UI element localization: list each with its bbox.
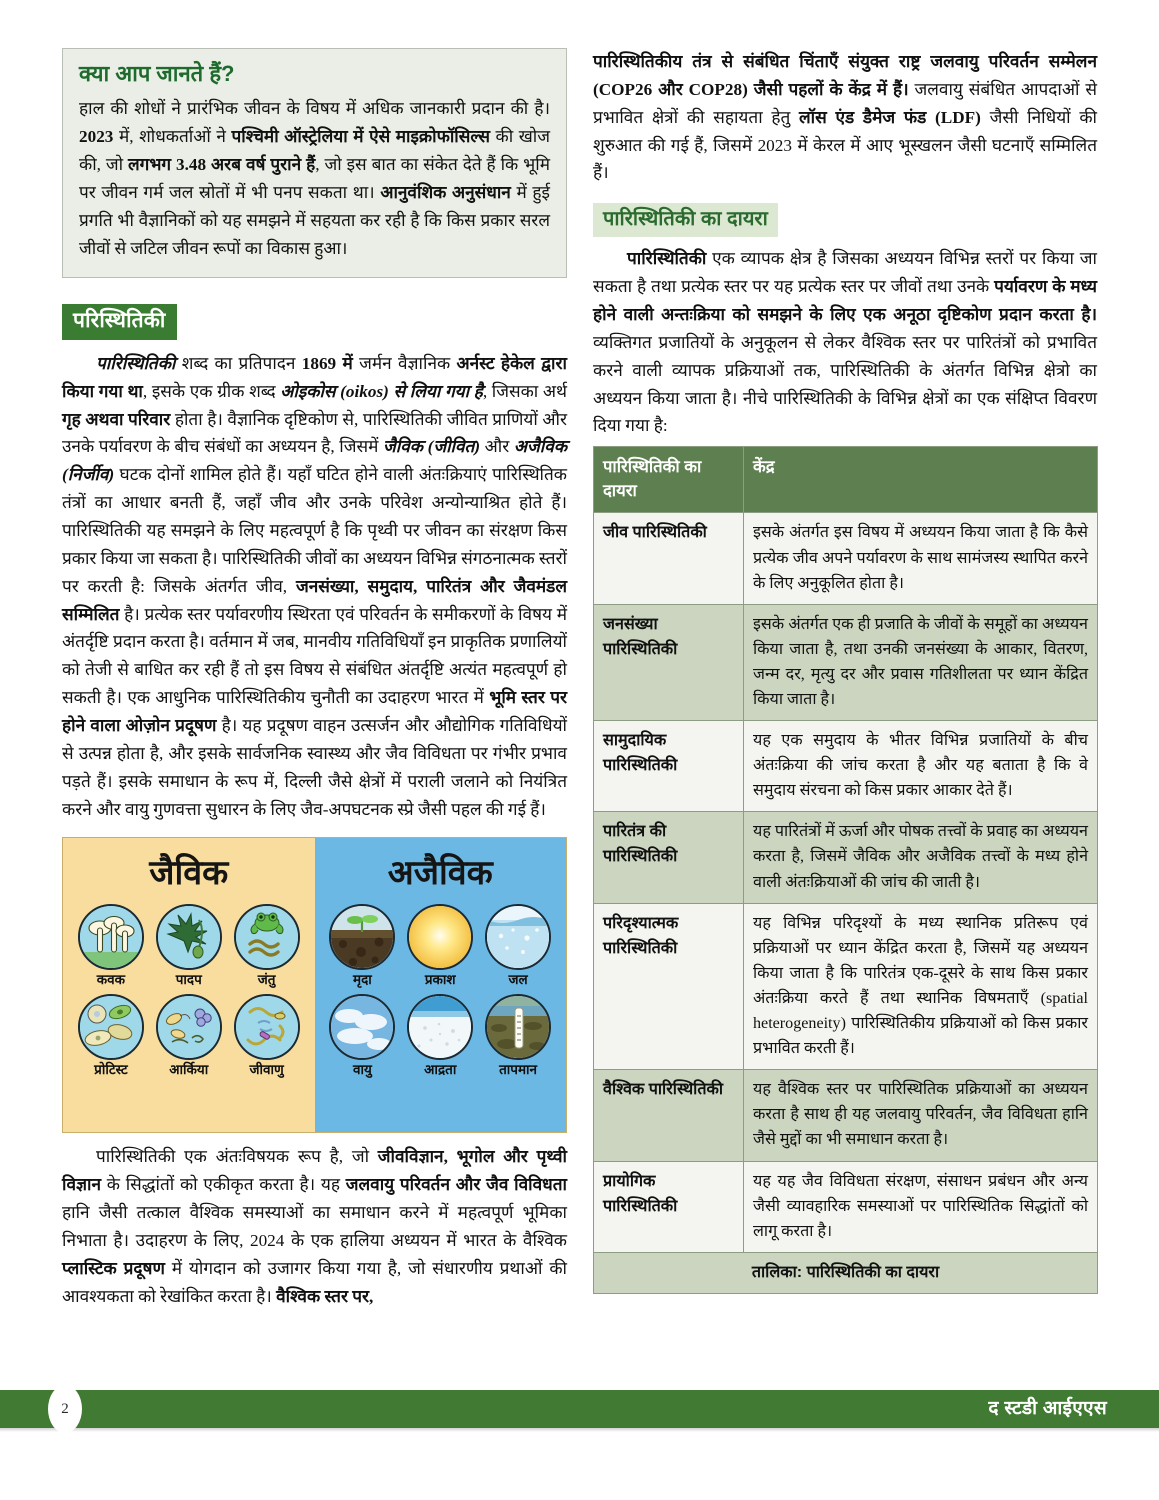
biotic-label-bacteria: जीवाणु [249, 1062, 284, 1078]
biotic-item-protist [73, 994, 149, 1078]
infographic-abiotic-half [315, 838, 567, 1132]
abiotic-item-humidity [402, 994, 478, 1078]
scope-desc: यह यह जैव विविधता संरक्षण, संसाधन प्रबंधन और अन्य जैसी व्यावहारिक समस्याओं पर पारिस्थितिक सिद्धांतों को लागू करता है। [744, 1161, 1098, 1252]
table-caption-row [594, 1252, 1098, 1293]
biotic-item-bacteria [229, 994, 305, 1078]
bacteria-icon [234, 994, 300, 1060]
table-row [594, 903, 1098, 1070]
scope-desc: यह पारितंत्रों में ऊर्जा और पोषक तत्त्वों के प्रवाह का अध्ययन करता है, जिसमें जैविक और अजैविक तत्त्वों के मध्य होने वाली अंतःक्रियाओं की जांच की जाती है। [744, 812, 1098, 903]
scope-desc: यह एक समुदाय के भीतर विभिन्न प्रजातियों के बीच अंतःक्रिया की जांच करता है और यह बताता है कि वे समुदाय संरचना को किस प्रकार आकार देते हैं। [744, 721, 1098, 812]
scope-desc: यह विभिन्न परिदृश्यों के मध्य स्थानिक प्रतिरूप एवं प्रक्रियाओं पर ध्यान केंद्रित करता है, जिसमें यह अध्ययन किया जाता है कि पारितंत्र एक-दूसरे के साथ किस प्रकार अंतःक्रिया करते हैं तथा स्थानिक विषमताएँ (spatial heterogeneity) पारिस्थितिकीय प्रक्रियाओं को किस प्रकार प्रभावित करती हैं। [744, 903, 1098, 1070]
scope-name: जनसंख्या पारिस्थितिकी [594, 604, 744, 720]
table-header-row [594, 447, 1098, 513]
biotic-label-animal: जंतु [257, 972, 276, 988]
table-row [594, 721, 1098, 812]
abiotic-label-soil: मृदा [353, 972, 372, 988]
soil-seedling-icon [329, 904, 395, 970]
thermometer-icon [485, 994, 551, 1060]
scope-desc: यह वैश्विक स्तर पर पारिस्थितिक प्रक्रियाओं का अध्ययन करता है साथ ही यह जलवायु परिवर्तन, जैव विविधता हानि जैसे मुद्दों का भी समाधान करता है। [744, 1070, 1098, 1161]
infographic-biotic-half [63, 838, 315, 1132]
table-header-focus: केंद्र [744, 447, 1098, 513]
scope-name: प्रायोगिक पारिस्थितिकी [594, 1161, 744, 1252]
page-number-badge: 2 [48, 1385, 82, 1433]
biotic-item-animal [229, 904, 305, 988]
humidity-icon [407, 994, 473, 1060]
abiotic-label-humidity: आद्रता [424, 1062, 457, 1078]
table-row [594, 1161, 1098, 1252]
did-you-know-body: हाल की शोधों ने प्रारंभिक जीवन के विषय में अधिक जानकारी प्रदान की है। 2023 में, शोधकर्ताओं ने पश्चिमी ऑस्ट्रेलिया में ऐसे माइक्रोफॉसिल्स की खोज की, जो लगभग 3.48 अरब वर्ष पुराने हैं, जो इस बात का संकेत देते हैं कि भूमि पर जीवन गर्म जल स्रोतों में भी पनप सकता था। आनुवंशिक अनुसंधान में हुई प्रगति भी वैज्ञानिकों को यह समझने में सहयता कर रही है कि किस प्रकार सरल जीवों से जटिल जीवन रूपों का विकास हुआ। [79, 99, 551, 258]
biotic-label-protist: प्रोटिस्ट [94, 1062, 128, 1078]
biotic-item-plant [151, 904, 227, 988]
scope-name: परिदृश्यात्मक पारिस्थितिकी [594, 903, 744, 1070]
biotic-label-plant: पादप [175, 972, 202, 988]
abiotic-label-water: जल [508, 972, 528, 988]
abiotic-icon-grid [315, 904, 567, 1078]
plant-leaf-icon [156, 904, 222, 970]
abiotic-label-temperature: तापमान [499, 1062, 538, 1078]
two-column-layout [62, 48, 1097, 1313]
frog-worm-icon [234, 904, 300, 970]
biotic-item-archaea [151, 994, 227, 1078]
did-you-know-title: क्या आप जानते हैं? [79, 61, 235, 86]
abiotic-item-air [325, 994, 401, 1078]
clouds-air-icon [329, 994, 395, 1060]
mushroom-icon [78, 904, 144, 970]
infographic-biotic-title: जैविक [149, 854, 229, 893]
abiotic-item-soil [325, 904, 401, 988]
biotic-item-fungi [73, 904, 149, 988]
footer-brand: द स्टडी आईएएस [988, 1398, 1107, 1419]
biotic-label-archaea: आर्किया [169, 1062, 209, 1078]
footer-band [0, 1390, 1159, 1428]
protist-icon [78, 994, 144, 1060]
scope-of-ecology-table [593, 446, 1098, 1294]
table-body [594, 513, 1098, 1293]
sun-icon [407, 904, 473, 970]
scope-desc: इसके अंतर्गत इस विषय में अध्ययन किया जाता है कि कैसे प्रत्येक जीव अपने पर्यावरण के साथ सामंजस्य स्थापित करने के लिए अनुकूलित होता है। [744, 513, 1098, 604]
left-column [62, 48, 567, 1313]
paragraph-scope-intro: पारिस्थितिकी एक व्यापक क्षेत्र है जिसका अध्ययन विभिन्न स्तरों पर किया जा सकता है तथा प्रत्येक स्तर पर यह प्रत्येक स्तर पर जीवों तथा उनके पर्यावरण के मध्य होने वाली अन्तःक्रिया को समझने के लिए एक अनूठा दृष्टिकोण प्रदान करता है। व्यक्तिगत प्रजातियों के अनुकूलन से लेकर वैश्विक स्तर पर पारितंत्रों को प्रभावित करने वाली व्यापक प्रक्रियाओं तक, पारिस्थितिकी के अंतर्गत विभिन्न क्षेत्रो का अध्ययन किया जाता है। नीचे पारिस्थितिकी के विभिन्न क्षेत्रों का एक संक्षिप्त विवरण दिया गया है: [593, 249, 1097, 436]
table-caption: तालिका: पारिस्थितिकी का दायरा [594, 1252, 1098, 1293]
biotic-abiotic-infographic [62, 837, 567, 1133]
abiotic-label-light: प्रकाश [424, 972, 456, 988]
table-row [594, 1070, 1098, 1161]
scope-name: सामुदायिक पारिस्थितिकी [594, 721, 744, 812]
scope-name: पारितंत्र की पारिस्थितिकी [594, 812, 744, 903]
paragraph-ecology-definition: पारिस्थितिकी शब्द का प्रतिपादन 1869 में जर्मन वैज्ञानिक अर्नस्ट हेकेल द्वारा किया गया था, इसके एक ग्रीक शब्द ओइकोस (oikos) से लिया गया है, जिसका अर्थ गृह अथवा परिवार होता है। वैज्ञानिक दृष्टिकोण से, पारिस्थितिकी जीवित प्राणियों और उनके पर्यावरण के बीच संबंधों का अध्ययन है, जिसमें जैविक (जीवित) और अजैविक (निर्जीव) घटक दोनों शामिल होते हैं। यहाँ घटित होने वाली अंतःक्रियाएं पारिस्थितिक तंत्रों का आधार बनती हैं, जहाँ जीव और उनके परिवेश अन्योन्याश्रित होते हैं। पारिस्थितिकी यह समझने के लिए महत्वपूर्ण है कि पृथ्वी पर जीवन का संरक्षण किस प्रकार किया जा सकता है। पारिस्थितिकी जीवों का अध्ययन विभिन्न संगठनात्मक स्तरों पर करती है: जिसके अंतर्गत जीव, जनसंख्या, समुदाय, पारितंत्र और जैवमंडल सम्मिलित है। प्रत्येक स्तर पर्यावरणीय स्थिरता एवं परिवर्तन के समीकरणों के विषय में अंतर्दृष्टि प्रदान करता है। वर्तमान में जब, मानवीय गतिविधियाँ इन प्राकृतिक प्रणालियों को तेजी से बाधित कर रही हैं तो इस विषय से संबंधित अंतर्दृष्टि अत्यंत महत्वपूर्ण हो सकती है। एक आधुनिक पारिस्थितिकीय चुनौती का उदाहरण भारत में भूमि स्तर पर होने वाला ओज़ोन प्रदूषण है। यह प्रदूषण वाहन उत्सर्जन और औद्योगिक गतिविधियों से उत्पन्न होता है, और इसके सार्वजनिक स्वास्थ्य और जैव विविधता पर गंभीर प्रभाव पड़ते हैं। इसके समाधान के रूप में, दिल्ली जैसे क्षेत्रों में पराली जलाने को नियंत्रित करने और वायु गुणवत्ता सुधारन के लिए जैव-अपघटनक स्प्रे जैसी पहल की गई हैं। [62, 353, 568, 819]
archaea-icon [156, 994, 222, 1060]
right-column [593, 48, 1097, 1294]
table-row [594, 812, 1098, 903]
did-you-know-box [62, 48, 567, 278]
infographic-abiotic-title: अजैविक [387, 854, 493, 893]
water-icon [485, 904, 551, 970]
abiotic-label-air: वायु [352, 1062, 372, 1078]
scope-name: वैश्विक पारिस्थितिकी [594, 1070, 744, 1161]
biotic-label-fungi: कवक [96, 972, 126, 988]
table-row [594, 513, 1098, 604]
table-row [594, 604, 1098, 720]
abiotic-item-water [480, 904, 556, 988]
paragraph-interdisciplinary: पारिस्थितिकी एक अंतःविषयक रूप है, जो जीवविज्ञान, भूगोल और पृथ्वी विज्ञान के सिद्धांतों को एकीकृत करता है। यह जलवायु परिवर्तन और जैव विविधता हानि जैसी तत्काल वैश्विक समस्याओं का समाधान करने में महत्वपूर्ण भूमिका निभाता है। उदाहरण के लिए, 2024 के एक हालिया अध्ययन में भारत के वैश्विक प्लास्टिक प्रदूषण में योगदान को उजागर किया गया है, जो संधारणीय प्रथाओं की आवश्यकता को रेखांकित करता है। वैश्विक स्तर पर, [62, 1147, 567, 1306]
abiotic-item-temperature [480, 994, 556, 1078]
scope-name: जीव पारिस्थितिकी [594, 513, 744, 604]
abiotic-item-light [402, 904, 478, 988]
paragraph-cop-ldf: पारिस्थितिकीय तंत्र से संबंधित चिंताएँ संयुक्त राष्ट्र जलवायु परिवर्तन सम्मेलन (COP26 और COP28) जैसी पहलों के केंद्र में हैं। जलवायु संबंधित आपदाओं से प्रभावित क्षेत्रों की सहायता हेतु लॉस एंड डैमेज फंड (LDF) जैसी निधियों की शुरुआत की गई हैं, जिसमें 2023 में केरल में आए भूस्खलन जैसी घटनाएँ सम्मिलित हैं। [593, 52, 1097, 183]
section-heading-ecology: परिस्थितिकी [62, 304, 177, 340]
footer-shadow [0, 1428, 1159, 1432]
scope-desc: इसके अंतर्गत एक ही प्रजाति के जीवों के समूहों का अध्ययन किया जाता है, तथा उनकी जनसंख्या के आकार, वितरण, जन्म दर, मृत्यु दर और प्रवास गतिशीलता पर ध्यान केंद्रित किया जाता है। [744, 604, 1098, 720]
biotic-icon-grid [63, 904, 315, 1078]
table-header-scope: पारिस्थितिकी का दायरा [594, 447, 744, 513]
subheading-scope-of-ecology: पारिस्थितिकी का दायरा [593, 203, 778, 237]
